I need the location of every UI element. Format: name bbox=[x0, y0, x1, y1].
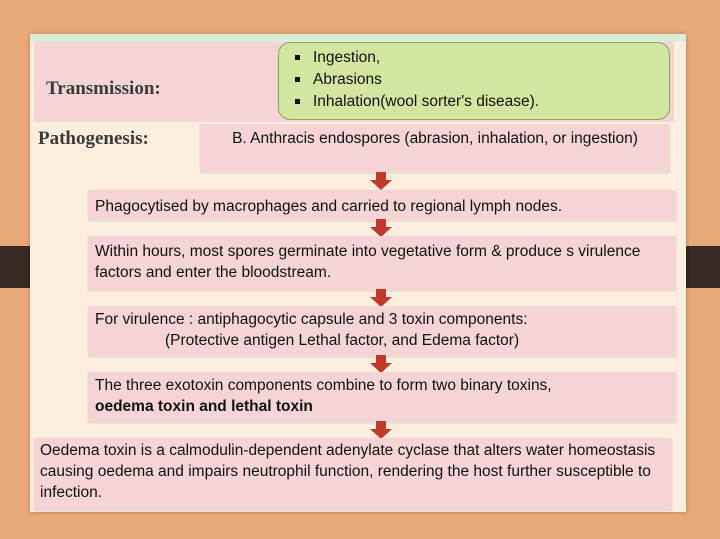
step-line: The three exotoxin components combine to form two binary toxins, bbox=[95, 377, 552, 394]
step-line: (Protective antigen Lethal factor, and Edema factor) bbox=[165, 332, 520, 349]
down-arrow-icon bbox=[370, 289, 392, 307]
list-item: Ingestion, bbox=[313, 47, 669, 69]
step-box-exotoxins bbox=[88, 372, 676, 422]
list-item: Inhalation(wool sorter's disease). bbox=[313, 91, 669, 113]
step-box-germination: Within hours, most spores germinate into vegetative form & produce s virulence factors and enter the bloodstream. bbox=[88, 236, 676, 290]
down-arrow-icon bbox=[370, 421, 392, 439]
decor-band-right bbox=[680, 246, 720, 288]
step-line: For virulence : antiphagocytic capsule and 3 toxin components: bbox=[95, 311, 528, 328]
down-arrow-icon bbox=[370, 219, 392, 237]
step-line-bold: oedema toxin and lethal toxin bbox=[95, 398, 313, 415]
down-arrow-icon bbox=[370, 355, 392, 373]
pathogenesis-heading: Pathogenesis: bbox=[38, 128, 149, 149]
step-box-phagocytosis: Phagocytised by macrophages and carried to regional lymph nodes. bbox=[88, 190, 676, 220]
step-box-virulence bbox=[88, 306, 676, 356]
slide-top-strip bbox=[30, 34, 686, 42]
list-item: Abrasions bbox=[313, 69, 669, 91]
transmission-list-box bbox=[278, 42, 670, 120]
down-arrow-icon bbox=[370, 172, 392, 190]
step-box-oedema-toxin: Oedema toxin is a calmodulin-dependent adenylate cyclase that alters water homeostasis causing oedema and impairs neutrophil function, rendering the host further susceptible to infection. bbox=[34, 438, 672, 510]
transmission-list bbox=[279, 43, 669, 113]
transmission-heading: Transmission: bbox=[46, 78, 161, 99]
decor-band-left bbox=[0, 246, 34, 288]
step-box-endospores: B. Anthracis endospores (abrasion, inhalation, or ingestion) bbox=[200, 124, 670, 172]
